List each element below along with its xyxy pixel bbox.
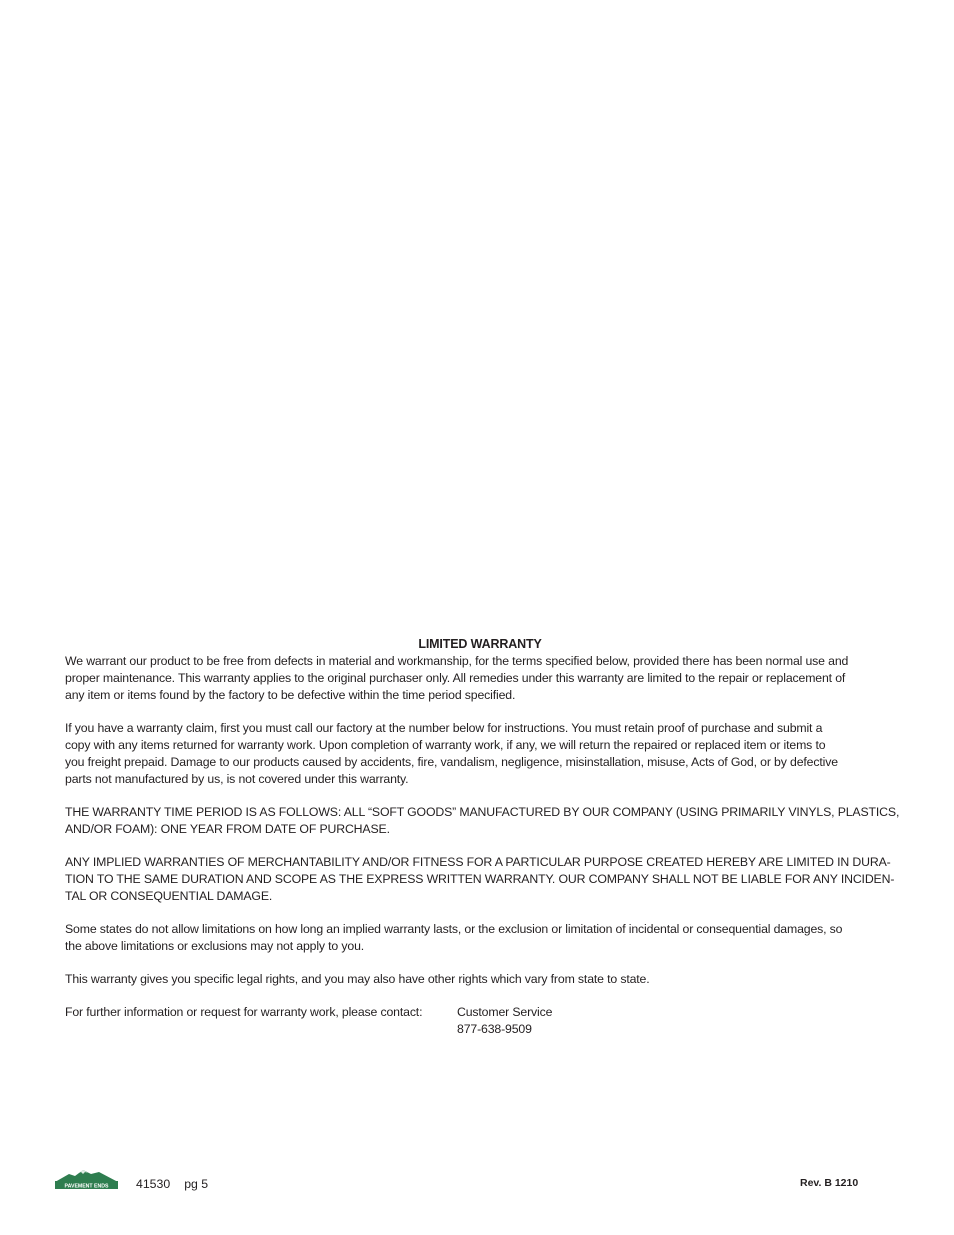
contact-details xyxy=(457,1004,552,1038)
text-line: THE WARRANTY TIME PERIOD IS AS FOLLOWS: ALL “SOFT GOODS” MANUFACTURED BY OUR COMPANY (USING PRIMARILY VINYLS, PLASTICS, xyxy=(65,805,900,819)
contact-name: Customer Service xyxy=(457,1005,553,1019)
warranty-paragraph-3 xyxy=(65,804,900,838)
contact-phone: 877-638-9509 xyxy=(457,1022,532,1036)
text-line: AND/OR FOAM): ONE YEAR FROM DATE OF PURCHASE. xyxy=(65,822,390,836)
text-line: any item or items found by the factory to be defective within the time period specified. xyxy=(65,688,516,702)
doc-number: 41530 xyxy=(136,1177,171,1191)
warranty-paragraph-6 xyxy=(65,971,895,988)
warranty-paragraph-1 xyxy=(65,653,895,704)
contact-lead-text: For further information or request for warranty work, please contact: xyxy=(65,1005,423,1019)
warranty-paragraph-5 xyxy=(65,921,895,955)
text-line: This warranty gives you specific legal rights, and you may also have other rights which vary from state to state. xyxy=(65,972,650,986)
warranty-paragraph-2 xyxy=(65,720,895,788)
limited-warranty-section xyxy=(65,636,900,1038)
text-line: proper maintenance. This warranty applies to the original purchaser only. All remedies under this warranty are limited to the repair or replacement of xyxy=(65,671,846,685)
contact-block xyxy=(65,1004,895,1038)
text-line: ANY IMPLIED WARRANTIES OF MERCHANTABILITY AND/OR FITNESS FOR A PARTICULAR PURPOSE CREATED HEREBY ARE LIMITED IN DURA- xyxy=(65,855,891,869)
text-line: Some states do not allow limitations on how long an implied warranty lasts, or the exclusion or limitation of incidental or consequential damages, so xyxy=(65,922,843,936)
text-line: TAL OR CONSEQUENTIAL DAMAGE. xyxy=(65,889,273,903)
logo-text: PAVEMENT ENDS xyxy=(64,1183,109,1190)
warranty-paragraph-4 xyxy=(65,854,895,905)
page-footer xyxy=(0,1168,954,1198)
warranty-title: LIMITED WARRANTY xyxy=(418,637,542,651)
pavement-ends-logo xyxy=(55,1168,118,1190)
text-line: parts not manufactured by us, is not covered under this warranty. xyxy=(65,772,409,786)
text-line: copy with any items returned for warranty work. Upon completion of warranty work, if any, we will return the repaired or replaced item or items to xyxy=(65,738,826,752)
page-number: pg 5 xyxy=(184,1177,209,1191)
document-number xyxy=(136,1177,208,1191)
text-line: TION TO THE SAME DURATION AND SCOPE AS THE EXPRESS WRITTEN WARRANTY. OUR COMPANY SHALL NOT BE LIABLE FOR ANY INCIDEN- xyxy=(65,872,895,886)
text-line: the above limitations or exclusions may not apply to you. xyxy=(65,939,365,953)
text-line: If you have a warranty claim, first you must call our factory at the number below for instructions. You must retain proof of purchase and submit a xyxy=(65,721,823,735)
revision-label: Rev. B 1210 xyxy=(800,1177,859,1189)
text-line: We warrant our product to be free from defects in material and workmanship, for the terms specified below, provided there has been normal use and xyxy=(65,654,849,668)
text-line: you freight prepaid. Damage to our products caused by accidents, fire, vandalism, negligence, misinstallation, misuse, Acts of God, or by defective xyxy=(65,755,838,769)
